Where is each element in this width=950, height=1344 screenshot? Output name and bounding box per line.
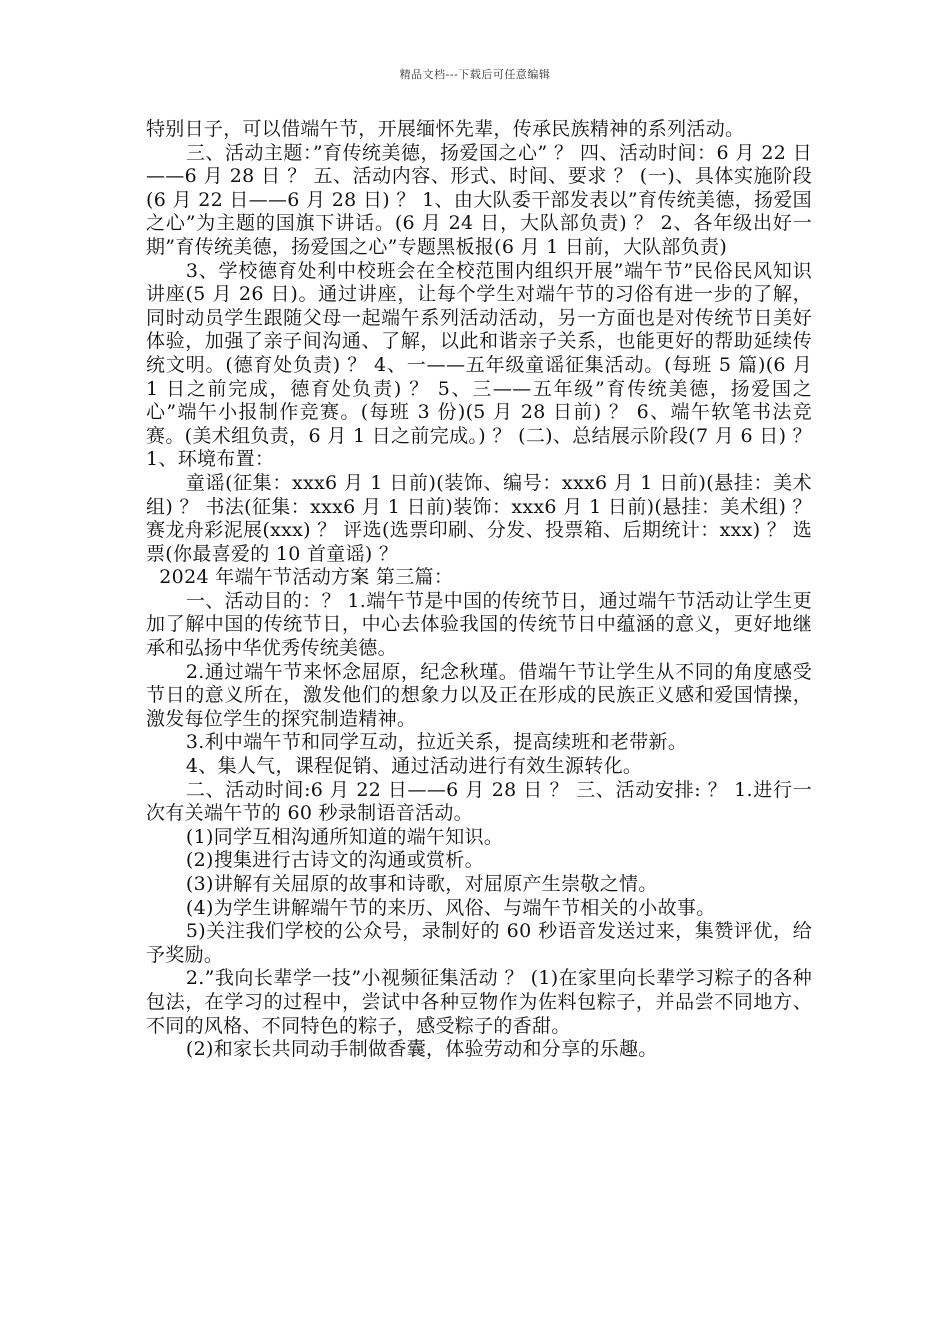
list-item: (1)同学互相沟通所知道的端午知识。 bbox=[185, 825, 504, 848]
paragraph: 二、活动时间:6 月 22 日——6 月 28 日 ？ 三、活动安排: ？ 1.进行一次有关端午节的 60 秒录制语音活动。 bbox=[146, 778, 812, 825]
document-body bbox=[146, 118, 812, 1062]
list-item: (3)讲解有关屈原的故事和诗歌，对屈原产生崇敬之情。 bbox=[185, 873, 658, 895]
paragraph: 2.”我向长辈学一技”小视频征集活动 ？ (1)在家里向长辈学习粽子的各种包法，在学习的过程中，尝试中各种豆物作为佐料包粽子，并品尝不同地方、不同的风格、不同特色的粽子，感受粽子的香甜。 bbox=[146, 967, 812, 1037]
paragraph: 3.利中端午节和同学互动，拉近关系，提高续班和老带新。 bbox=[185, 731, 688, 754]
page-header: 精品文档---下载后可任意编辑 bbox=[399, 68, 551, 81]
paragraph: 3、学校德育处利中校班会在全校范围内组织开展”端午节”民俗民风知识讲座(5 月 26 日)。通过讲座，让每个学生对端午节的习俗有进一步的了解，同时动员学生跟随父母一起端午系列活动活动，另一方面也是对传统节日美好体验，加强了亲子间沟通、了解，以此和谐亲子关系，也能更好的帮助延续传统文明。(德育处负责) ？ 4、一——五年级童谣征集活动。(每班 5 篇)(6 月 1 日之前完成，德育处负责) ？ 5、三——五年级”育传统美德，扬爱国之心”端午小报制作竞赛。(每班 3 份)(5 月 28 日前) ？ 6、端午软笔书法竞赛。(美术组负责，6 月 1 日之前完成。) ？ (二)、总结展示阶段(7 月 6 日) ？ 1、环境布置： bbox=[146, 259, 812, 471]
section-heading: 2024 年端午节活动方案 第三篇： bbox=[159, 566, 454, 589]
paragraph: 一、活动目的：？ 1.端午节是中国的传统节日，通过端午节活动让学生更加了解中国的传统节日，中心去体验我国的传统节日中蕴涵的意义，更好地继承和弘扬中华优秀传统美德。 bbox=[146, 589, 812, 660]
list-item: (4)为学生讲解端午节的来历、风俗、与端午节相关的小故事。 bbox=[185, 896, 716, 919]
list-item: (2)和家长共同动手制做香囊，体验劳动和分享的乐趣。 bbox=[185, 1038, 658, 1061]
paragraph: 4、集人气，课程促销、通过活动进行有效生源转化。 bbox=[185, 755, 643, 778]
paragraph: 三、活动主题：”育传统美德，扬爱国之心” ？ 四、活动时间：6 月 22 日——6 月 28 日 ？ 五、活动内容、形式、时间、要求 ？ (一)、具体实施阶段(6 月 22 日——6 月 28 日) ？ 1、由大队委干部发表以”育传统美德，扬爱国之心”为主题的国旗下讲话。(6 月 24 日，大队部负责) ？ 2、各年级出好一期”育传统美德，扬爱国之心”专题黑板报(6 月 1 日前，大队部负责) bbox=[146, 141, 812, 258]
list-item: (2)搜集进行古诗文的沟通或赏析。 bbox=[185, 849, 484, 872]
paragraph: 童谣(征集：xxx6 月 1 日前)(装饰、编号：xxx6 月 1 日前)(悬挂：美术组) ？ 书法(征集：xxx6 月 1 日前)装饰：xxx6 月 1 日前)(悬挂：美术组) ？ 赛龙舟彩泥展(xxx) ？ 评选(选票印刷、分发、投票箱、后期统计：xxx) ？ 选票(你最喜爱的 10 首童谣) ？ bbox=[146, 471, 812, 565]
list-item: 5)关注我们学校的公众号，录制好的 60 秒语音发送过来，集赞评优，给予奖励。 bbox=[146, 920, 812, 966]
paragraph: 2.通过端午节来怀念屈原，纪念秋瑾。借端午节让学生从不同的角度感受节日的意义所在，激发他们的想象力以及正在形成的民族正义感和爱国情操，激发每位学生的探究制造精神。 bbox=[146, 660, 812, 730]
paragraph: 特别日子，可以借端午节，开展缅怀先辈，传承民族精神的系列活动。 bbox=[146, 118, 745, 140]
